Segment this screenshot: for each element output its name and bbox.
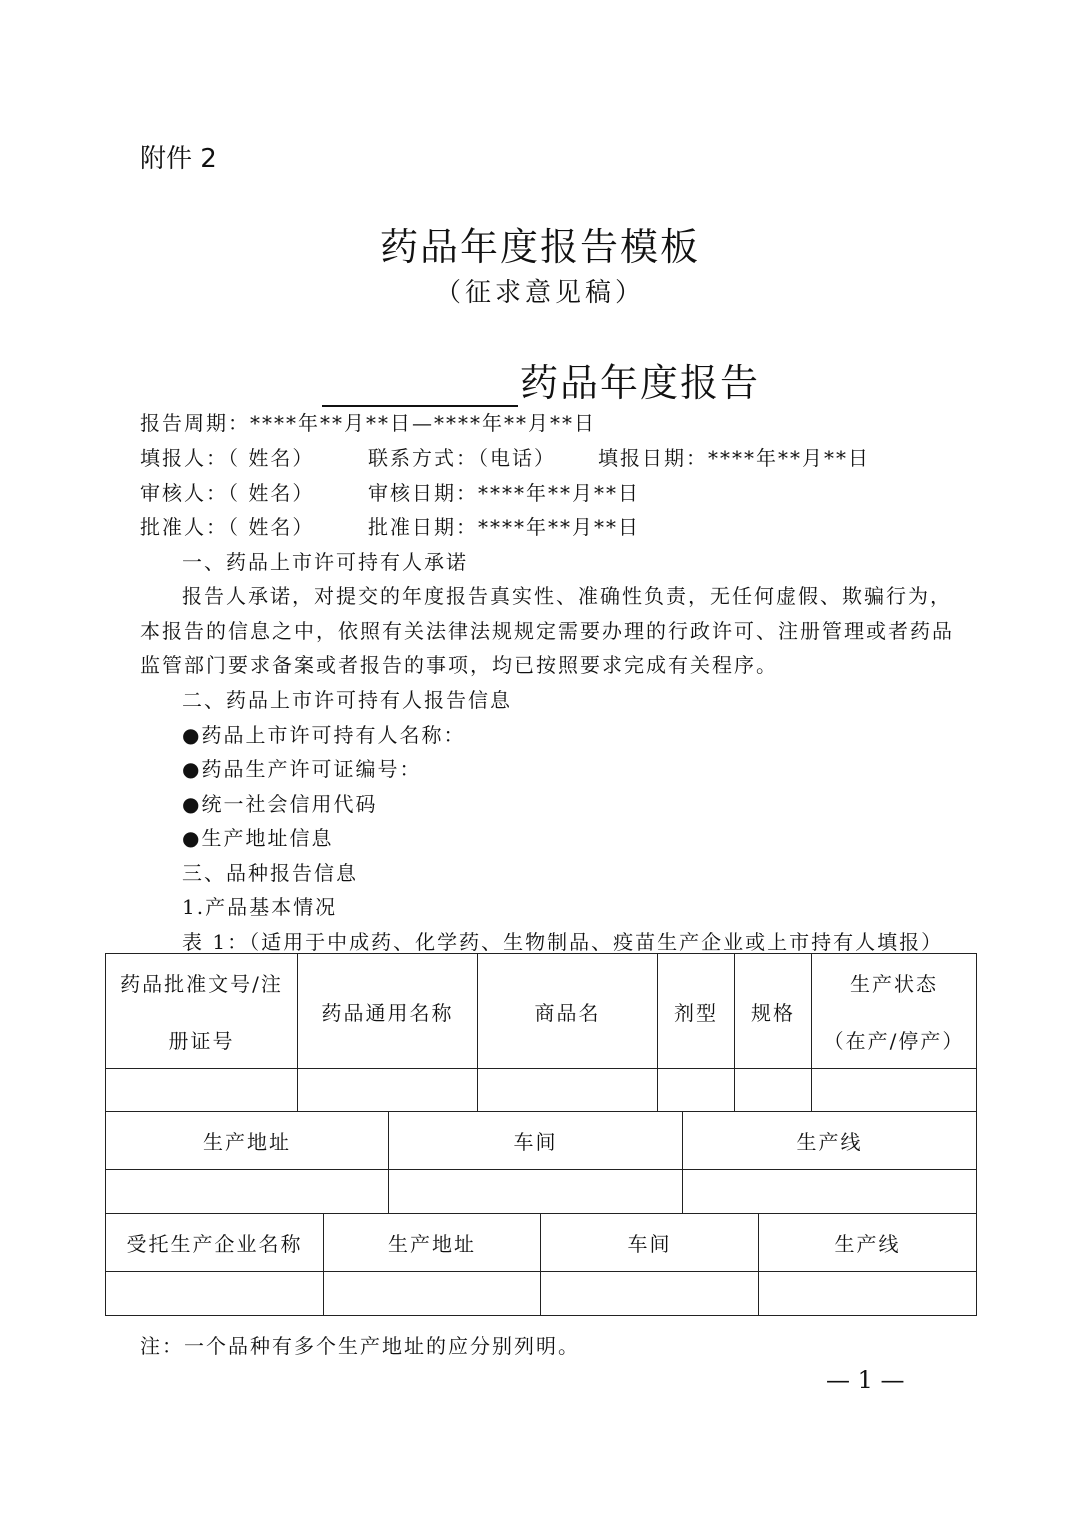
bullet-license-no: ●药品生产许可证编号： (182, 757, 422, 781)
report-heading (322, 352, 760, 407)
cell-contract-line[interactable] (759, 1272, 977, 1316)
table-header-row (106, 954, 977, 1069)
cell-status[interactable] (812, 1069, 977, 1112)
header-dosage-form: 剂型 (658, 954, 735, 1069)
bullet-address-info: ●生产地址信息 (182, 826, 334, 850)
report-heading-text: 药品年度报告 (520, 361, 761, 405)
header-contract-workshop: 车间 (541, 1214, 759, 1272)
section1-para-line1: 报告人承诺，对提交的年度报告真实性、准确性负责，无任何虚假、欺骗行为， (182, 584, 952, 608)
header-production-address: 生产地址 (106, 1112, 389, 1170)
header-generic-name: 药品通用名称 (298, 954, 478, 1069)
section1-para-line2: 本报告的信息之中，依照有关法律法规规定需要办理的行政许可、注册管理或者药品 (140, 619, 954, 643)
header-contract-line: 生产线 (759, 1214, 977, 1272)
attachment-label: 附件 2 (140, 144, 217, 174)
table1-contract-manufacturer (105, 1213, 977, 1316)
table-note: 注：一个品种有多个生产地址的应分别列明。 (140, 1334, 580, 1358)
reviewer-person: 审核人：（ 姓名） (140, 481, 315, 505)
page-number: — 1 — (826, 1366, 905, 1394)
table-header-row (106, 1112, 977, 1170)
reviewer-date: 审核日期：****年**月**日 (368, 481, 640, 505)
cell-workshop[interactable] (389, 1170, 683, 1214)
cell-contract-workshop[interactable] (541, 1272, 759, 1316)
cell-spec[interactable] (735, 1069, 812, 1112)
header-trade-name: 商品名 (478, 954, 658, 1069)
header-status (812, 954, 977, 1069)
approver-person: 批准人：（ 姓名） (140, 515, 315, 539)
bullet-holder-name: ●药品上市许可持有人名称： (182, 723, 466, 747)
section1-para-line3: 监管部门要求备案或者报告的事项，均已按照要求完成有关程序。 (140, 653, 778, 677)
header-production-line: 生产线 (683, 1112, 977, 1170)
header-contract-enterprise: 受托生产企业名称 (106, 1214, 324, 1272)
filler-date: 填报日期：****年**月**日 (598, 446, 870, 470)
header-approval-no (106, 954, 298, 1069)
cell-approval-no[interactable] (106, 1069, 298, 1112)
blank-underline (322, 367, 518, 407)
bullet-credit-code: ●统一社会信用代码 (182, 792, 378, 816)
document-title: 药品年度报告模板 (379, 225, 700, 269)
filler-contact: 联系方式：（电话） (368, 446, 556, 470)
table-row (106, 1272, 977, 1316)
cell-production-address[interactable] (106, 1170, 389, 1214)
report-period: 报告周期：****年**月**日—****年**月**日 (140, 411, 596, 435)
header-approval-no-line2: 册证号 (168, 1029, 235, 1053)
table1-production-site (105, 1111, 977, 1214)
header-status-line2: （在产/停产） (823, 1029, 965, 1053)
section3-sub1: 1.产品基本情况 (182, 895, 338, 919)
cell-contract-enterprise[interactable] (106, 1272, 324, 1316)
section1-heading: 一、药品上市许可持有人承诺 (182, 550, 468, 574)
section2-heading: 二、药品上市许可持有人报告信息 (182, 688, 512, 712)
document-subtitle: （征求意见稿） (434, 278, 645, 308)
section3-heading: 三、品种报告信息 (182, 861, 358, 885)
cell-trade-name[interactable] (478, 1069, 658, 1112)
header-status-line1: 生产状态 (850, 972, 938, 996)
cell-production-line[interactable] (683, 1170, 977, 1214)
table-row (106, 1069, 977, 1112)
header-contract-address: 生产地址 (324, 1214, 541, 1272)
approver-date: 批准日期：****年**月**日 (368, 515, 640, 539)
cell-dosage-form[interactable] (658, 1069, 735, 1112)
header-approval-no-line1: 药品批准文号/注 (120, 972, 283, 996)
cell-contract-address[interactable] (324, 1272, 541, 1316)
filler-person: 填报人：（ 姓名） (140, 446, 315, 470)
table1-product-info (105, 953, 977, 1112)
table-header-row (106, 1214, 977, 1272)
table-caption: 表 1：（适用于中成药、化学药、生物制品、疫苗生产企业或上市持有人填报） (182, 930, 944, 954)
table-row (106, 1170, 977, 1214)
header-spec: 规格 (735, 954, 812, 1069)
cell-generic-name[interactable] (298, 1069, 478, 1112)
header-workshop: 车间 (389, 1112, 683, 1170)
